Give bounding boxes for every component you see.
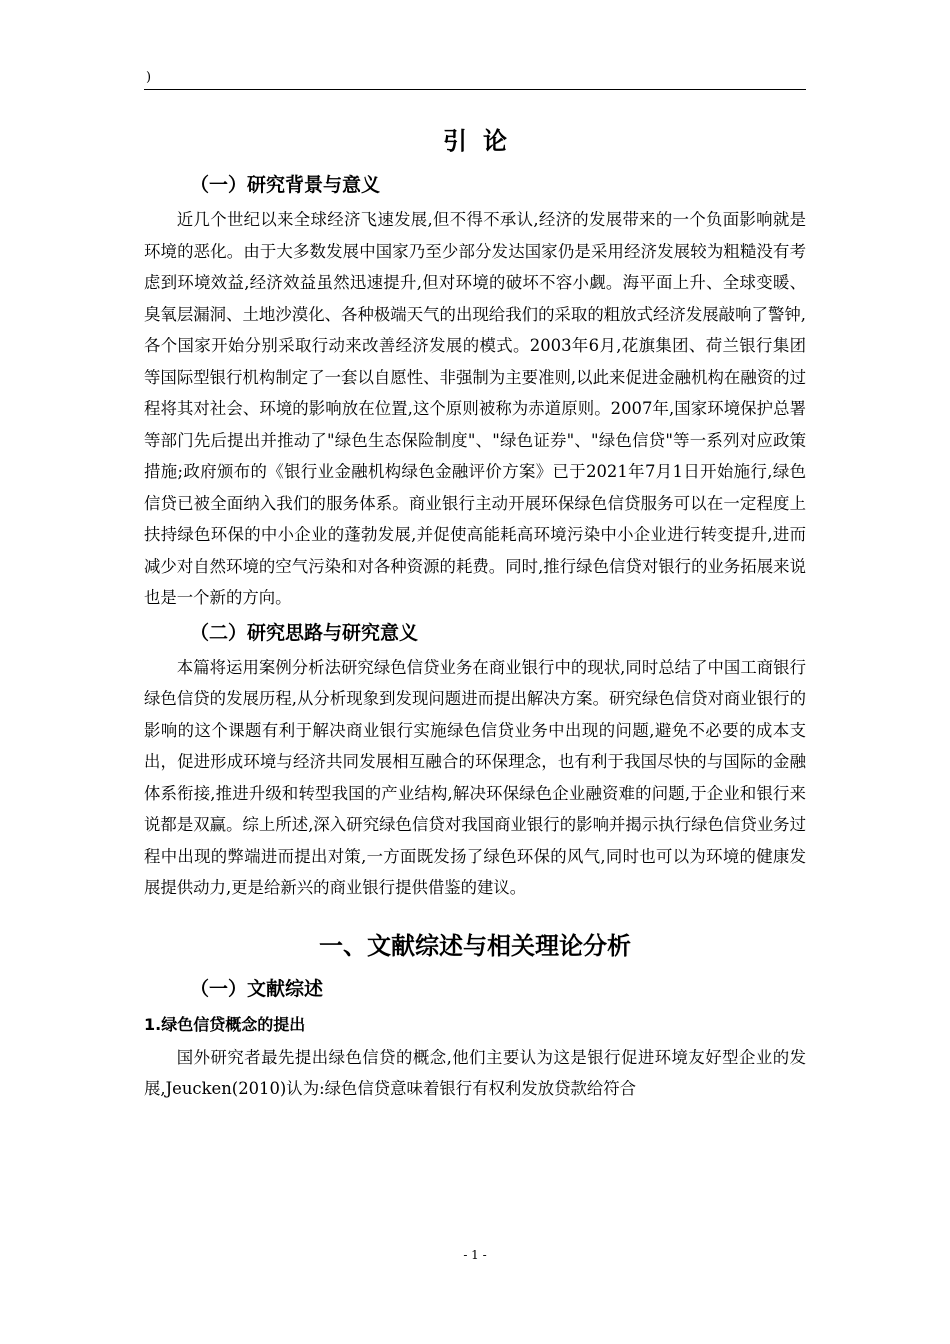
running-header-mark: ) xyxy=(146,70,152,85)
background-paragraph: 近几个世纪以来全球经济飞速发展,但不得不承认,经济的发展带来的一个负面影响就是环境的恶化。由于大多数发展中国家乃至少部分发达国家仍是采用经济发展较为粗糙没有考虑到环境效益,经济效益虽然迅速提升,但对环境的破坏不容小觑。海平面上升、全球变暖、臭氧层漏洞、土地沙漠化、各种极端天气的出现给我们的采取的粗放式经济发展敲响了警钟,各个国家开始分别采取行动来改善经济发展的模式。2003年6月,花旗集团、荷兰银行集团等国际型银行机构制定了一套以自愿性、非强制为主要准则,以此来促进金融机构在融资的过程将其对社会、环境的影响放在位置,这个原则被称为赤道原则。2007年,国家环境保护总署等部门先后提出并推动了"绿色生态保险制度"、"绿色证券"、"绿色信贷"等一系列对应政策措施;政府颁布的《银行业金融机构绿色金融评价方案》已于2021年7月1日开始施行,绿色信贷已被全面纳入我们的服务体系。商业银行主动开展环保绿色信贷服务可以在一定程度上扶持绿色环保的中小企业的蓬勃发展,并促使高能耗高环境污染中小企业进行转变提升,进而减少对自然环境的空气污染和对各种资源的耗费。同时,推行绿色信贷对银行的业务拓展来说也是一个新的方向。 xyxy=(144,210,806,607)
section-heading-background: （一）研究背景与意义 xyxy=(190,174,381,196)
subheading-green-credit-concept: 1.绿色信贷概念的提出 xyxy=(144,1014,306,1034)
chapter-1-title: 一、文献综述与相关理论分析 xyxy=(319,931,631,960)
literature-paragraph: 国外研究者最先提出绿色信贷的概念,他们主要认为这是银行促进环境友好型企业的发展,Jeucken(2010)认为:绿色信贷意味着银行有权利发放贷款给符合 xyxy=(144,1047,806,1098)
section-heading-literature-review: （一）文献综述 xyxy=(190,977,324,1000)
header-rule xyxy=(144,89,806,90)
section-heading-approach: （二）研究思路与研究意义 xyxy=(190,621,419,644)
page-content xyxy=(144,116,806,1105)
approach-paragraph: 本篇将运用案例分析法研究绿色信贷业务在商业银行中的现状,同时总结了中国工商银行绿色信贷的发展历程,从分析现象到发现问题进而提出解决方案。研究绿色信贷对商业银行的影响的这个课题有利于解决商业银行实施绿色信贷业务中出现的问题,避免不必要的成本支出，促进形成环境与经济共同发展相互融合的环保理念，也有利于我国尽快的与国际的金融体系衔接,推进升级和转型我国的产业结构,解决环保绿色企业融资难的问题,于企业和银行来说都是双赢。综上所述,深入研究绿色信贷对我国商业银行的影响并揭示执行绿色信贷业务过程中出现的弊端进而提出对策,一方面既发扬了绿色环保的风气,同时也可以为环境的健康发展提供动力,更是给新兴的商业银行提供借鉴的建议。 xyxy=(144,657,806,897)
intro-title: 引论 xyxy=(443,127,523,155)
page-number: - 1 - xyxy=(463,1248,487,1262)
